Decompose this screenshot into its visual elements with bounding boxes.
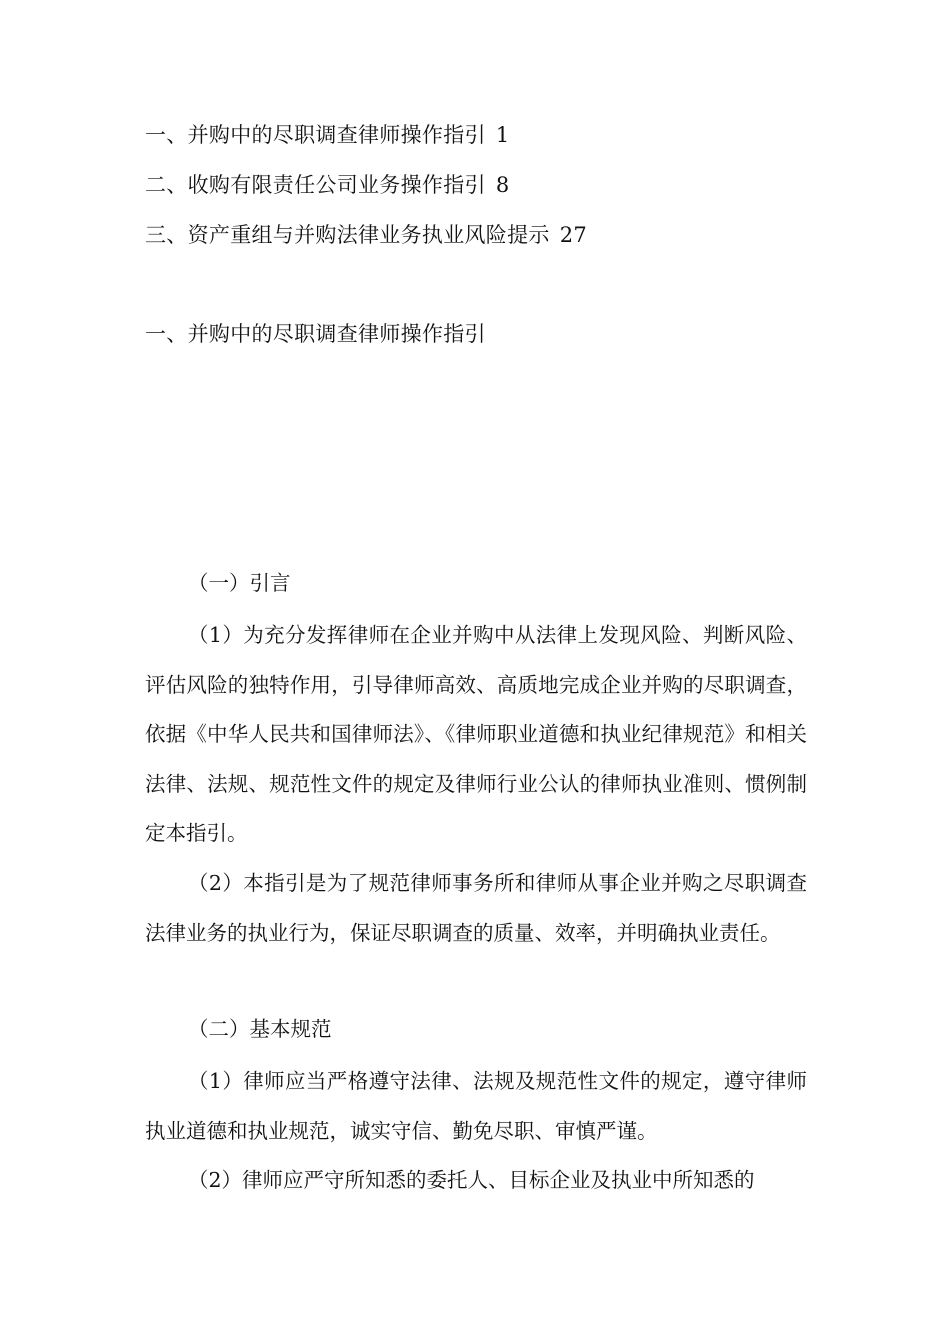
norms-paragraph-1: （1）律师应当严格遵守法律、法规及规范性文件的规定，遵守律师执业道德和执业规范，诚实守信、勤免尽职、审慎严谨。 bbox=[145, 1069, 807, 1143]
toc-item-2[interactable] bbox=[145, 171, 509, 199]
norms-paragraph-2: （2）律师应严守所知悉的委托人、目标企业及执业中所知悉的 bbox=[188, 1168, 755, 1192]
toc-item-page: 8 bbox=[495, 173, 510, 197]
norms-heading: （二）基本规范 bbox=[188, 1017, 332, 1041]
toc-item-3[interactable] bbox=[145, 221, 587, 249]
intro-paragraph-2: （2）本指引是为了规范律师事务所和律师从事企业并购之尽职调查法律业务的执业行为，保证尽职调查的质量、效率，并明确执业责任。 bbox=[145, 871, 807, 945]
intro-paragraph-1: （1）为充分发挥律师在企业并购中从法律上发现风险、判断风险、评估风险的独特作用，引导律师高效、高质地完成企业并购的尽职调查，依据《中华人民共和国律师法》、《律师职业道德和执业纪律规范》和相关法律、法规、规范性文件的规定及律师行业公认的律师执业准则、惯例制定本指引。 bbox=[145, 623, 807, 845]
toc-item-page: 27 bbox=[559, 223, 588, 247]
toc-item-1[interactable] bbox=[145, 121, 509, 149]
section-title: 一、并购中的尽职调查律师操作指引 bbox=[145, 322, 486, 346]
toc-item-title: 一、并购中的尽职调查律师操作指引 bbox=[145, 123, 486, 147]
toc-item-page: 1 bbox=[495, 123, 510, 147]
toc-item-title: 二、收购有限责任公司业务操作指引 bbox=[145, 173, 486, 197]
intro-heading: （一）引言 bbox=[188, 571, 291, 595]
toc-item-title: 三、资产重组与并购法律业务执业风险提示 bbox=[145, 223, 550, 247]
